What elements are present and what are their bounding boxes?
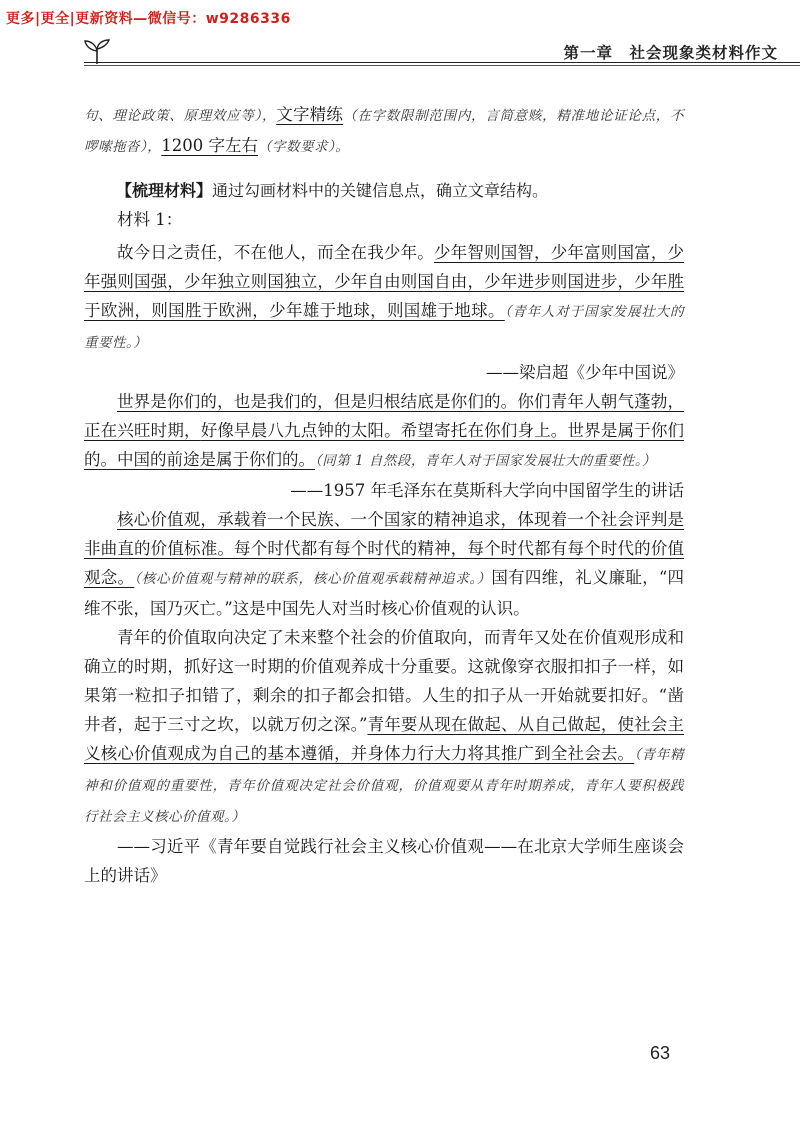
para1-text-2: 少年智则国智，少年富则国富，少年强则国强，少年独立则国独立，少年自由则国自由，少年进步则国进步，少年胜于欧洲，则国胜于欧洲，少年雄于地球，则国雄于地球。 <box>84 243 685 320</box>
para1-text-1: 故今日之责任，不在他人，而全在我少年。 <box>117 243 434 262</box>
section-heading <box>84 176 684 205</box>
para1-note: （青年人对于国家发展壮大的重要性。） <box>84 304 685 351</box>
header-rule-thin <box>84 65 800 66</box>
para2-note: （同第 1 自然段，青年人对于国家发展壮大的重要性。） <box>315 453 657 469</box>
material-label: 材料 1： <box>117 210 183 229</box>
material-paragraph-3 <box>84 505 684 623</box>
para4-text-3: 并身体力行大力将其推广到全社会去。 <box>350 744 635 763</box>
intro-paragraph <box>84 100 684 162</box>
intro-text-5: （字数要求）。 <box>258 139 350 155</box>
signature-1: ——梁启超《少年中国说》 <box>486 363 684 382</box>
para2-text-4: 世界是属于你们的。中国的前途是属于你们的。 <box>84 421 685 469</box>
material-paragraph-2 <box>84 387 684 476</box>
intro-text-2: 文字精练 <box>276 105 344 124</box>
section-tag: 【梳理材料】 <box>116 181 213 200</box>
watermark-text: 更多|更全|更新资料—微信号：w9286336 <box>6 11 291 27</box>
intro-text-3: （在字数限制范围内，言简意赅，精准地论证论点，不啰嗦拖沓）， <box>84 108 685 155</box>
para4-text-2: 青年要从现在做起、从自己做起，使社会主义核心价值观成为自己的基本遵循， <box>84 715 685 763</box>
para2-text-1: 世界是你们的，也是我们的，但是归根结底是你们的。 <box>117 392 518 411</box>
para2-text-2: 你们青年人朝气蓬勃，正在兴旺时期， <box>84 392 685 440</box>
material-paragraph-4 <box>84 623 684 832</box>
para3-text-2: 每个时代都有每个时代的精神，每个时代都有每个时代的价值观念。 <box>84 539 685 587</box>
material-paragraph-1 <box>84 238 684 358</box>
signature-2: ——1957 年毛泽东在莫斯科大学向中国留学生的讲话 <box>290 481 684 500</box>
para3-text-1: 核心价值观，承载着一个民族、一个国家的精神追求，体现着一个社会评判是非曲直的价值标准。 <box>84 510 684 558</box>
intro-text-4: 1200 字左右 <box>161 136 258 155</box>
page-content <box>84 100 684 890</box>
para4-text-1: 青年的价值取向决定了未来整个社会的价值取向，而青年又处在价值观形成和确立的时期，抓好这一时期的价值观养成十分重要。这就像穿衣服扣扣子一样，如果第一粒扣子扣错了，剩余的扣子都会扣错。人生的扣子从一开始就要扣好。“凿井者，起于三寸之坎，以就万仞之深。” <box>84 628 684 734</box>
para2-text-3: 好像早晨八九点钟的太阳。希望寄托在你们身上。 <box>200 421 568 440</box>
signature-3: ——习近平《青年要自觉践行社会主义核心价值观——在北京大学师生座谈会上的讲话》 <box>84 837 684 885</box>
chapter-title: 第一章 社会现象类材料作文 <box>563 44 778 62</box>
para4-note: （青年精神和价值观的重要性，青年价值观决定社会价值观，价值观要从青年时期养成，青年人要积极践行社会主义核心价值观。） <box>84 747 685 825</box>
intro-text-1: 句、理论政策、原理效应等）， <box>84 108 277 124</box>
section-text: 通过勾画材料中的关键信息点，确立文章结构。 <box>212 181 549 200</box>
para3-text-4: 国有四维，礼义廉耻，“四维不张，国乃灭亡。”这是中国先人对当时核心价值观的认识。 <box>84 568 685 618</box>
para3-note: （核心价值观与精神的联系，核心价值观承载精神追求。） <box>134 571 492 587</box>
page-number: 63 <box>650 1043 671 1063</box>
header-rule <box>84 62 800 63</box>
